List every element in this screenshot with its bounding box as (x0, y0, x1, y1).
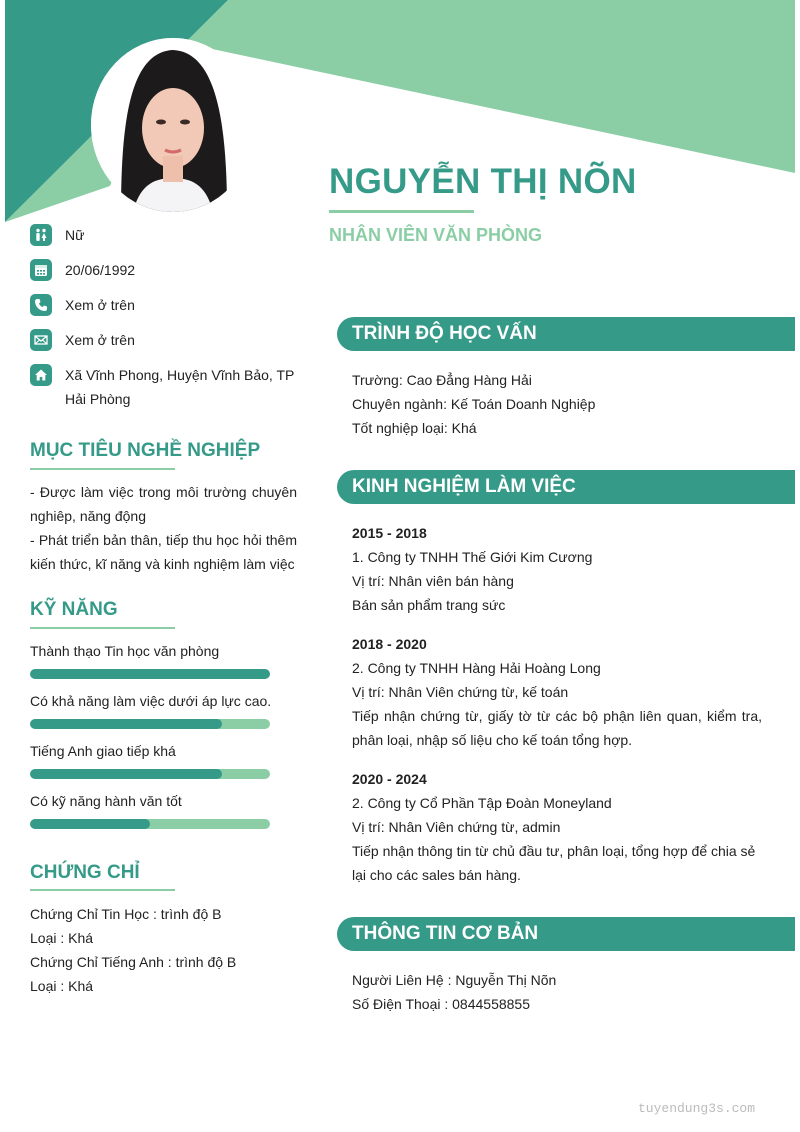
calendar-icon (30, 259, 52, 281)
job-entry (352, 767, 762, 887)
certificate-line: Loại : Khá (30, 930, 94, 946)
job-position: Vị trí: Nhân Viên chứng từ, kế toán (352, 684, 569, 700)
job-description: Tiếp nhận thông tin từ chủ đầu tư, phân loại, tổng hợp để chia sẻ lại cho các sales bán hàng. (352, 843, 756, 883)
skill-bar (30, 719, 270, 729)
skills-underline (30, 627, 175, 629)
job-description: Bán sản phẩm trang sức (352, 597, 506, 613)
skill-item (30, 641, 297, 679)
job-position: Vị trí: Nhân viên bán hàng (352, 573, 514, 589)
home-icon (30, 364, 52, 386)
phone-text: Xem ở trên (65, 297, 135, 313)
basic-info-header: THÔNG TIN CƠ BẢN (337, 917, 795, 951)
skills-list (30, 641, 297, 841)
job-entry (352, 632, 762, 752)
certificate-line: Chứng Chỉ Tin Học : trình độ B (30, 906, 222, 922)
education-header: TRÌNH ĐỘ HỌC VẤN (337, 317, 795, 351)
skills-title: KỸ NĂNG (30, 599, 118, 620)
certificates-title: CHỨNG CHỈ (30, 862, 140, 883)
objective-underline (30, 468, 175, 470)
skill-fill (30, 769, 222, 779)
job-period: 2020 - 2024 (352, 771, 427, 787)
skill-label: Có khả năng làm việc dưới áp lực cao. (30, 693, 272, 709)
certificates-body (30, 902, 297, 998)
objective-line: - Phát triển bản thân, tiếp thu học hỏi thêm kiến thức, kĩ năng và kinh nghiệm làm việc (30, 532, 297, 572)
job-company: 1. Công ty TNHH Thế Giới Kim Cương (352, 549, 593, 565)
info-birthday (30, 259, 300, 282)
email-text: Xem ở trên (65, 332, 135, 348)
name-underline (329, 210, 474, 213)
experience-header: KINH NGHIỆM LÀM VIỆC (337, 470, 795, 504)
profile-photo (91, 38, 255, 212)
job-description: Tiếp nhận chứng từ, giấy tờ từ các bộ phận liên quan, kiểm tra, phân loại, nhập số liệu cho kế toán tổng hợp. (352, 708, 762, 748)
experience-body (352, 521, 762, 902)
certificates-underline (30, 889, 175, 891)
info-gender (30, 224, 300, 247)
education-line: Tốt nghiệp loại: Khá (352, 420, 477, 436)
candidate-name: NGUYỄN THỊ NÕN (329, 162, 637, 201)
skill-item (30, 691, 297, 729)
gender-icon (30, 224, 52, 246)
job-company: 2. Công ty Cổ Phần Tập Đoàn Moneyland (352, 795, 612, 811)
job-position: Vị trí: Nhân Viên chứng từ, admin (352, 819, 561, 835)
certificate-line: Loại : Khá (30, 978, 94, 994)
skill-label: Tiếng Anh giao tiếp khá (30, 743, 176, 759)
certificate-line: Chứng Chỉ Tiếng Anh : trình độ B (30, 954, 237, 970)
skill-item (30, 741, 297, 779)
skill-fill (30, 669, 270, 679)
objective-body (30, 480, 297, 576)
watermark: tuyendung3s.com (638, 1101, 756, 1116)
job-title: NHÂN VIÊN VĂN PHÒNG (329, 225, 543, 245)
education-body (352, 368, 762, 440)
skill-bar (30, 669, 270, 679)
skill-label: Thành thạo Tin học văn phòng (30, 643, 220, 659)
info-address (30, 364, 300, 411)
info-email (30, 329, 300, 352)
basic-info-body (352, 968, 762, 1016)
info-phone (30, 294, 300, 317)
skill-bar (30, 819, 270, 829)
birthday-text: 20/06/1992 (65, 262, 136, 278)
job-entry (352, 521, 762, 617)
skill-label: Có kỹ năng hành văn tốt (30, 793, 182, 809)
job-period: 2018 - 2020 (352, 636, 427, 652)
skill-item (30, 791, 297, 829)
phone-icon (30, 294, 52, 316)
skill-fill (30, 719, 222, 729)
skill-bar (30, 769, 270, 779)
skill-fill (30, 819, 150, 829)
education-line: Chuyên ngành: Kế Toán Doanh Nghiệp (352, 396, 596, 412)
gender-text: Nữ (65, 227, 85, 243)
objective-line: - Được làm việc trong môi trường chuyên nghiêp, năng động (30, 484, 297, 524)
job-period: 2015 - 2018 (352, 525, 427, 541)
personal-info-list (30, 224, 300, 423)
job-company: 2. Công ty TNHH Hàng Hải Hoàng Long (352, 660, 601, 676)
education-line: Trường: Cao Đẳng Hàng Hải (352, 372, 532, 388)
basic-info-line: Số Điện Thoại : 0844558855 (352, 996, 530, 1012)
basic-info-line: Người Liên Hệ : Nguyễn Thị Nõn (352, 972, 557, 988)
email-icon (30, 329, 52, 351)
address-text: Xã Vĩnh Phong, Huyện Vĩnh Bảo, TP Hải Phòng (65, 367, 295, 407)
objective-title: MỤC TIÊU NGHỀ NGHIỆP (30, 440, 261, 461)
